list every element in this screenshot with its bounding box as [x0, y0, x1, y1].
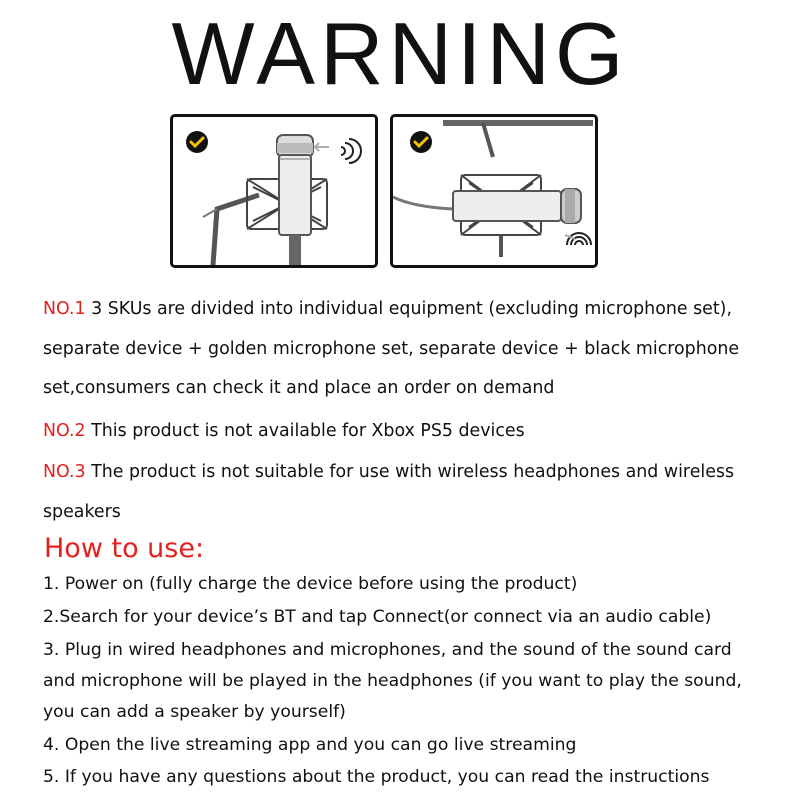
horizontal-mic-drawing: [393, 117, 595, 265]
notice-label: NO.3: [43, 462, 86, 482]
step-5: 5. If you have any questions about the product, you can read the instructions: [43, 767, 710, 787]
illustration-upright-mic: [170, 114, 378, 268]
illustration-horizontal-mic: [390, 114, 598, 268]
notice-1-line-1: [43, 298, 732, 320]
microphone-body: [277, 135, 313, 235]
how-to-use-heading: How to use:: [44, 533, 205, 564]
notice-3-line-1: [43, 461, 734, 483]
step-2: 2.Search for your device’s BT and tap Connect(or connect via an audio cable): [43, 607, 712, 627]
check-circle-icon: [410, 131, 432, 153]
notice-label: NO.1: [43, 299, 86, 319]
notice-text: 3 SKUs are divided into individual equipment (excluding microphone set),: [91, 299, 732, 319]
notice-text: The product is not suitable for use with wireless headphones and wireless: [91, 462, 735, 482]
notice-1-line-2: separate device + golden microphone set, separate device + black microphone: [43, 339, 740, 359]
check-circle-icon: [186, 131, 208, 153]
notice-label: NO.2: [43, 421, 86, 441]
step-4: 4. Open the live streaming app and you can go live streaming: [43, 735, 577, 755]
sound-waves-icon: [341, 139, 361, 163]
step-3-line-2: and microphone will be played in the headphones (if you want to play the sound,: [43, 671, 742, 691]
notice-1-line-3: set,consumers can check it and place an order on demand: [43, 378, 555, 398]
notice-3-line-2: speakers: [43, 502, 121, 522]
microphone-body: [453, 189, 581, 223]
notice-2-line-1: [43, 420, 525, 442]
step-3-line-3: you can add a speaker by yourself): [43, 702, 346, 722]
warning-title: WARNING: [171, 4, 629, 103]
sound-waves-icon: [567, 233, 591, 245]
notice-text: This product is not available for Xbox PS5 devices: [91, 421, 525, 441]
step-3-line-1: 3. Plug in wired headphones and microphones, and the sound of the sound card: [43, 640, 732, 660]
step-1: 1. Power on (fully charge the device before using the product): [43, 574, 578, 594]
upright-mic-drawing: [173, 117, 375, 265]
